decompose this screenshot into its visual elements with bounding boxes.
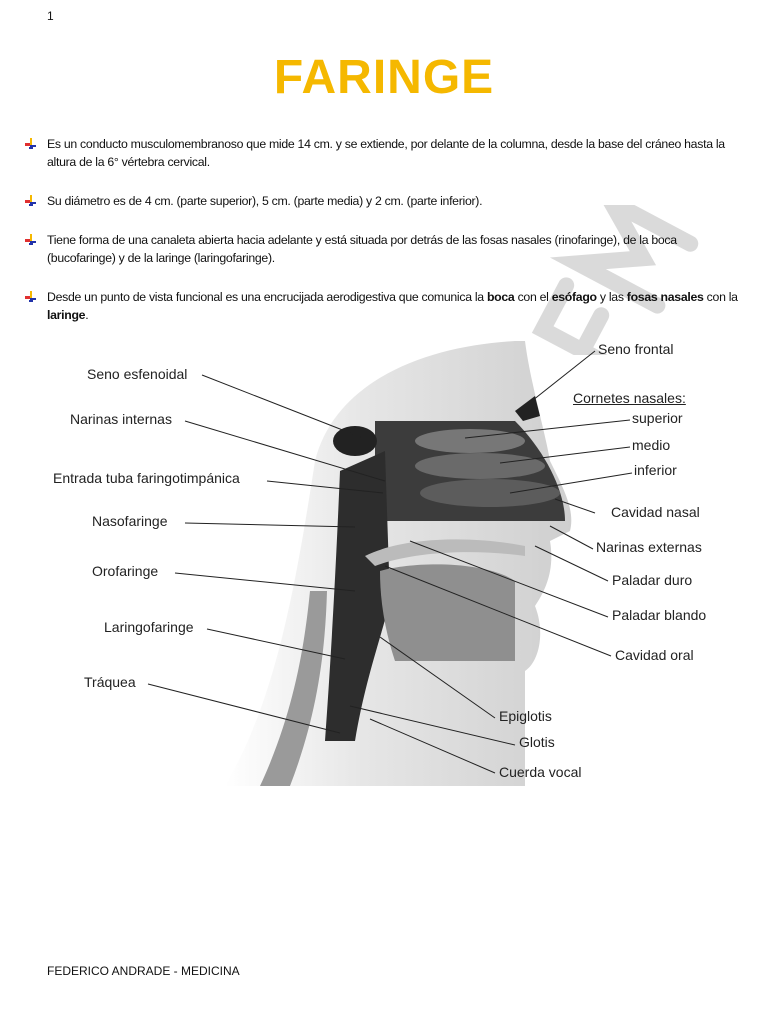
text-run: con el	[514, 290, 552, 304]
bold-term: laringe	[47, 308, 86, 322]
text-run: con la	[703, 290, 738, 304]
anatomy-label: medio	[632, 437, 671, 453]
bullet-text	[47, 192, 747, 210]
anatomy-label: Cavidad nasal	[611, 504, 700, 520]
bullet-item	[25, 135, 747, 171]
anatomy-label: Nasofaringe	[92, 513, 168, 529]
bullet-icon	[25, 138, 36, 149]
anatomy-label: Glotis	[519, 734, 555, 750]
anatomy-label: Seno esfenoidal	[87, 366, 188, 382]
pharynx-anatomy-figure	[45, 341, 720, 786]
text-run: Desde un punto de vista funcional es una encrucijada aerodigestiva que comunica la	[47, 290, 487, 304]
bullet-item	[25, 288, 747, 324]
bold-term: fosas nasales	[626, 290, 704, 304]
bullet-icon	[25, 195, 36, 206]
bullet-text	[47, 135, 747, 171]
text-run: Su diámetro es de 4 cm. (parte superior), 5 cm. (parte media) y 2 cm. (parte inferior).	[47, 194, 483, 208]
page-number: 1	[47, 9, 54, 23]
text-run: Es un conducto musculomembranoso que mide 14 cm. y se extiende, por delante de la columna, desde la base del cráneo hasta la altura de la 6° vértebra cervical.	[47, 137, 725, 169]
bullet-list	[25, 135, 747, 324]
anatomy-label: Narinas externas	[596, 539, 702, 555]
bullet-text	[47, 231, 747, 267]
anatomy-label: Seno frontal	[598, 341, 674, 357]
bold-term: esófago	[551, 290, 597, 304]
bold-term: boca	[486, 290, 515, 304]
anatomy-label: Cuerda vocal	[499, 764, 582, 780]
anatomy-label: Cavidad oral	[615, 647, 694, 663]
bullet-text	[47, 288, 747, 324]
anatomy-label: Cornetes nasales:	[573, 390, 686, 406]
bullet-item	[25, 231, 747, 267]
bullet-item	[25, 192, 747, 210]
bullet-icon	[25, 291, 36, 302]
anatomy-label: Paladar blando	[612, 607, 707, 623]
anatomy-label: Orofaringe	[92, 563, 159, 579]
anatomy-label: Laringofaringe	[104, 619, 194, 635]
anatomy-label: superior	[632, 410, 683, 426]
content-column	[25, 135, 747, 786]
anatomy-label: Tráquea	[84, 674, 136, 690]
anatomy-label: Entrada tuba faringotimpánica	[53, 470, 240, 486]
anatomy-label: Epiglotis	[499, 708, 552, 724]
anatomy-label: Paladar duro	[612, 572, 693, 588]
text-run: y las	[596, 290, 627, 304]
bullet-icon	[25, 234, 36, 245]
anatomy-label: Narinas internas	[70, 411, 172, 427]
anatomy-label: inferior	[634, 462, 677, 478]
text-run: Tiene forma de una canaleta abierta hacia adelante y está situada por detrás de las fosas nasales (rinofaringe), de la boca (bucofaringe) y de la laringe (laringofaringe).	[47, 233, 677, 265]
text-run: .	[85, 308, 89, 322]
page-title: FARINGE	[273, 51, 495, 104]
footer-author: FEDERICO ANDRADE - MEDICINA	[47, 964, 240, 978]
